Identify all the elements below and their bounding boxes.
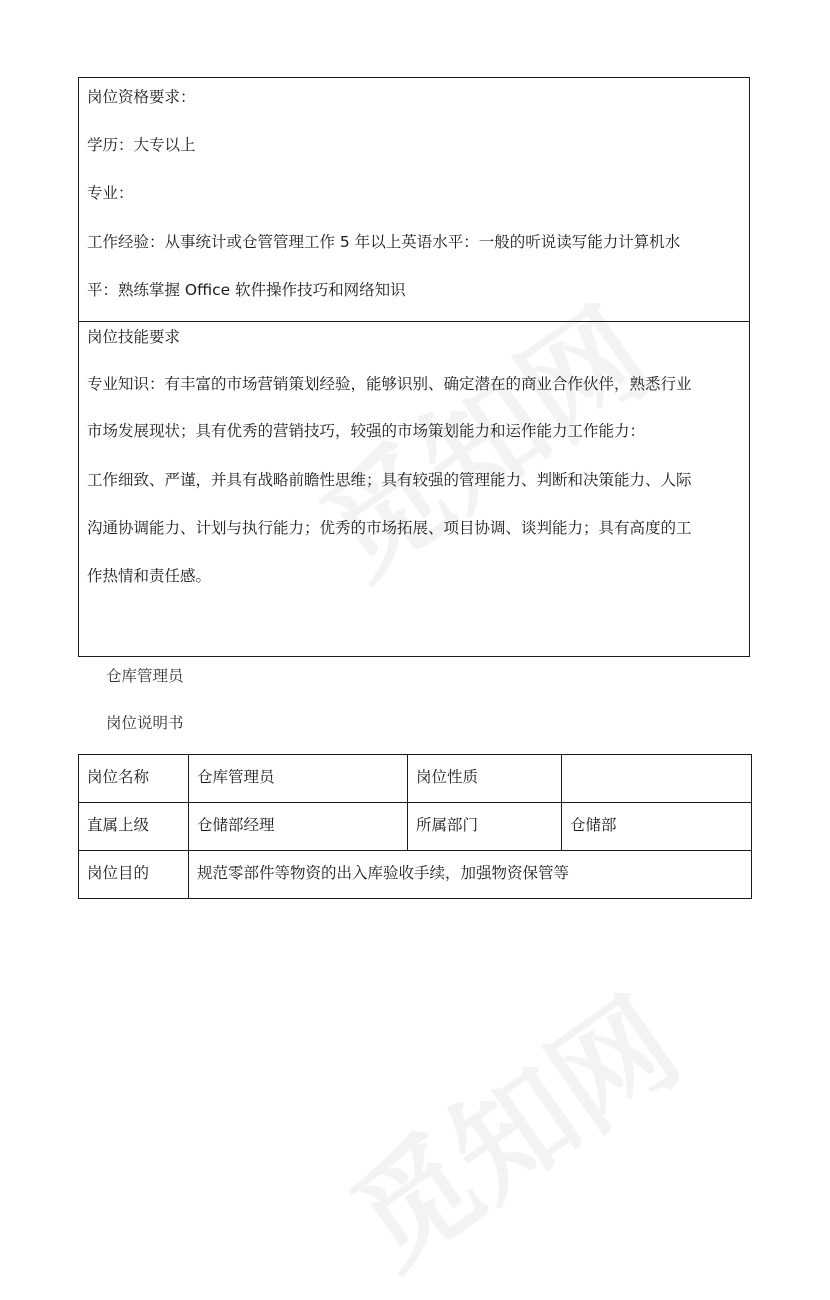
section-title: 仓库管理员 [106,667,184,685]
major-line: 专业： [87,184,134,202]
skills-line: 市场发展现状；具有优秀的营销技巧，较强的市场策划能力和运作能力工作能力： [87,422,646,440]
table-cell: 仓库管理员 [189,755,408,803]
table-cell: 仓储部 [562,803,752,851]
requirements-box [78,77,750,657]
table-cell: 岗位性质 [408,755,562,803]
table-cell: 规范零部件等物资的出入库验收手续，加强物资保管等 [189,851,752,899]
computer-skill-line: 平：熟练掌握 Office 软件操作技巧和网络知识 [87,281,406,299]
skills-line: 工作细致、严谨，并具有战略前瞻性思维；具有较强的管理能力、判断和决策能力、人际 [87,471,692,489]
table-cell: 岗位目的 [79,851,189,899]
table-cell: 所属部门 [408,803,562,851]
table-cell [562,755,752,803]
table-row [79,851,752,899]
watermark [313,952,707,1299]
skills-line: 沟通协调能力、计划与执行能力；优秀的市场拓展、项目协调、谈判能力；具有高度的工 [87,519,692,537]
table-row [79,803,752,851]
qualification-section [79,78,749,322]
job-info-table [78,754,752,899]
table-cell: 直属上级 [79,803,189,851]
table-cell: 仓储部经理 [189,803,408,851]
skills-title: 岗位技能要求 [87,328,181,346]
skills-line: 专业知识：有丰富的市场营销策划经验，能够识别、确定潜在的商业合作伙伴，熟悉行业 [87,375,692,393]
skills-section [79,321,749,656]
qualification-title: 岗位资格要求： [87,88,196,106]
doc-title: 岗位说明书 [106,714,184,732]
skills-line: 作热情和责任感。 [87,567,212,585]
experience-line: 工作经验：从事统计或仓管管理工作 5 年以上英语水平：一般的听说读写能力计算机水 [87,233,681,251]
table-row [79,755,752,803]
education-line: 学历：大专以上 [87,136,196,154]
table-cell: 岗位名称 [79,755,189,803]
